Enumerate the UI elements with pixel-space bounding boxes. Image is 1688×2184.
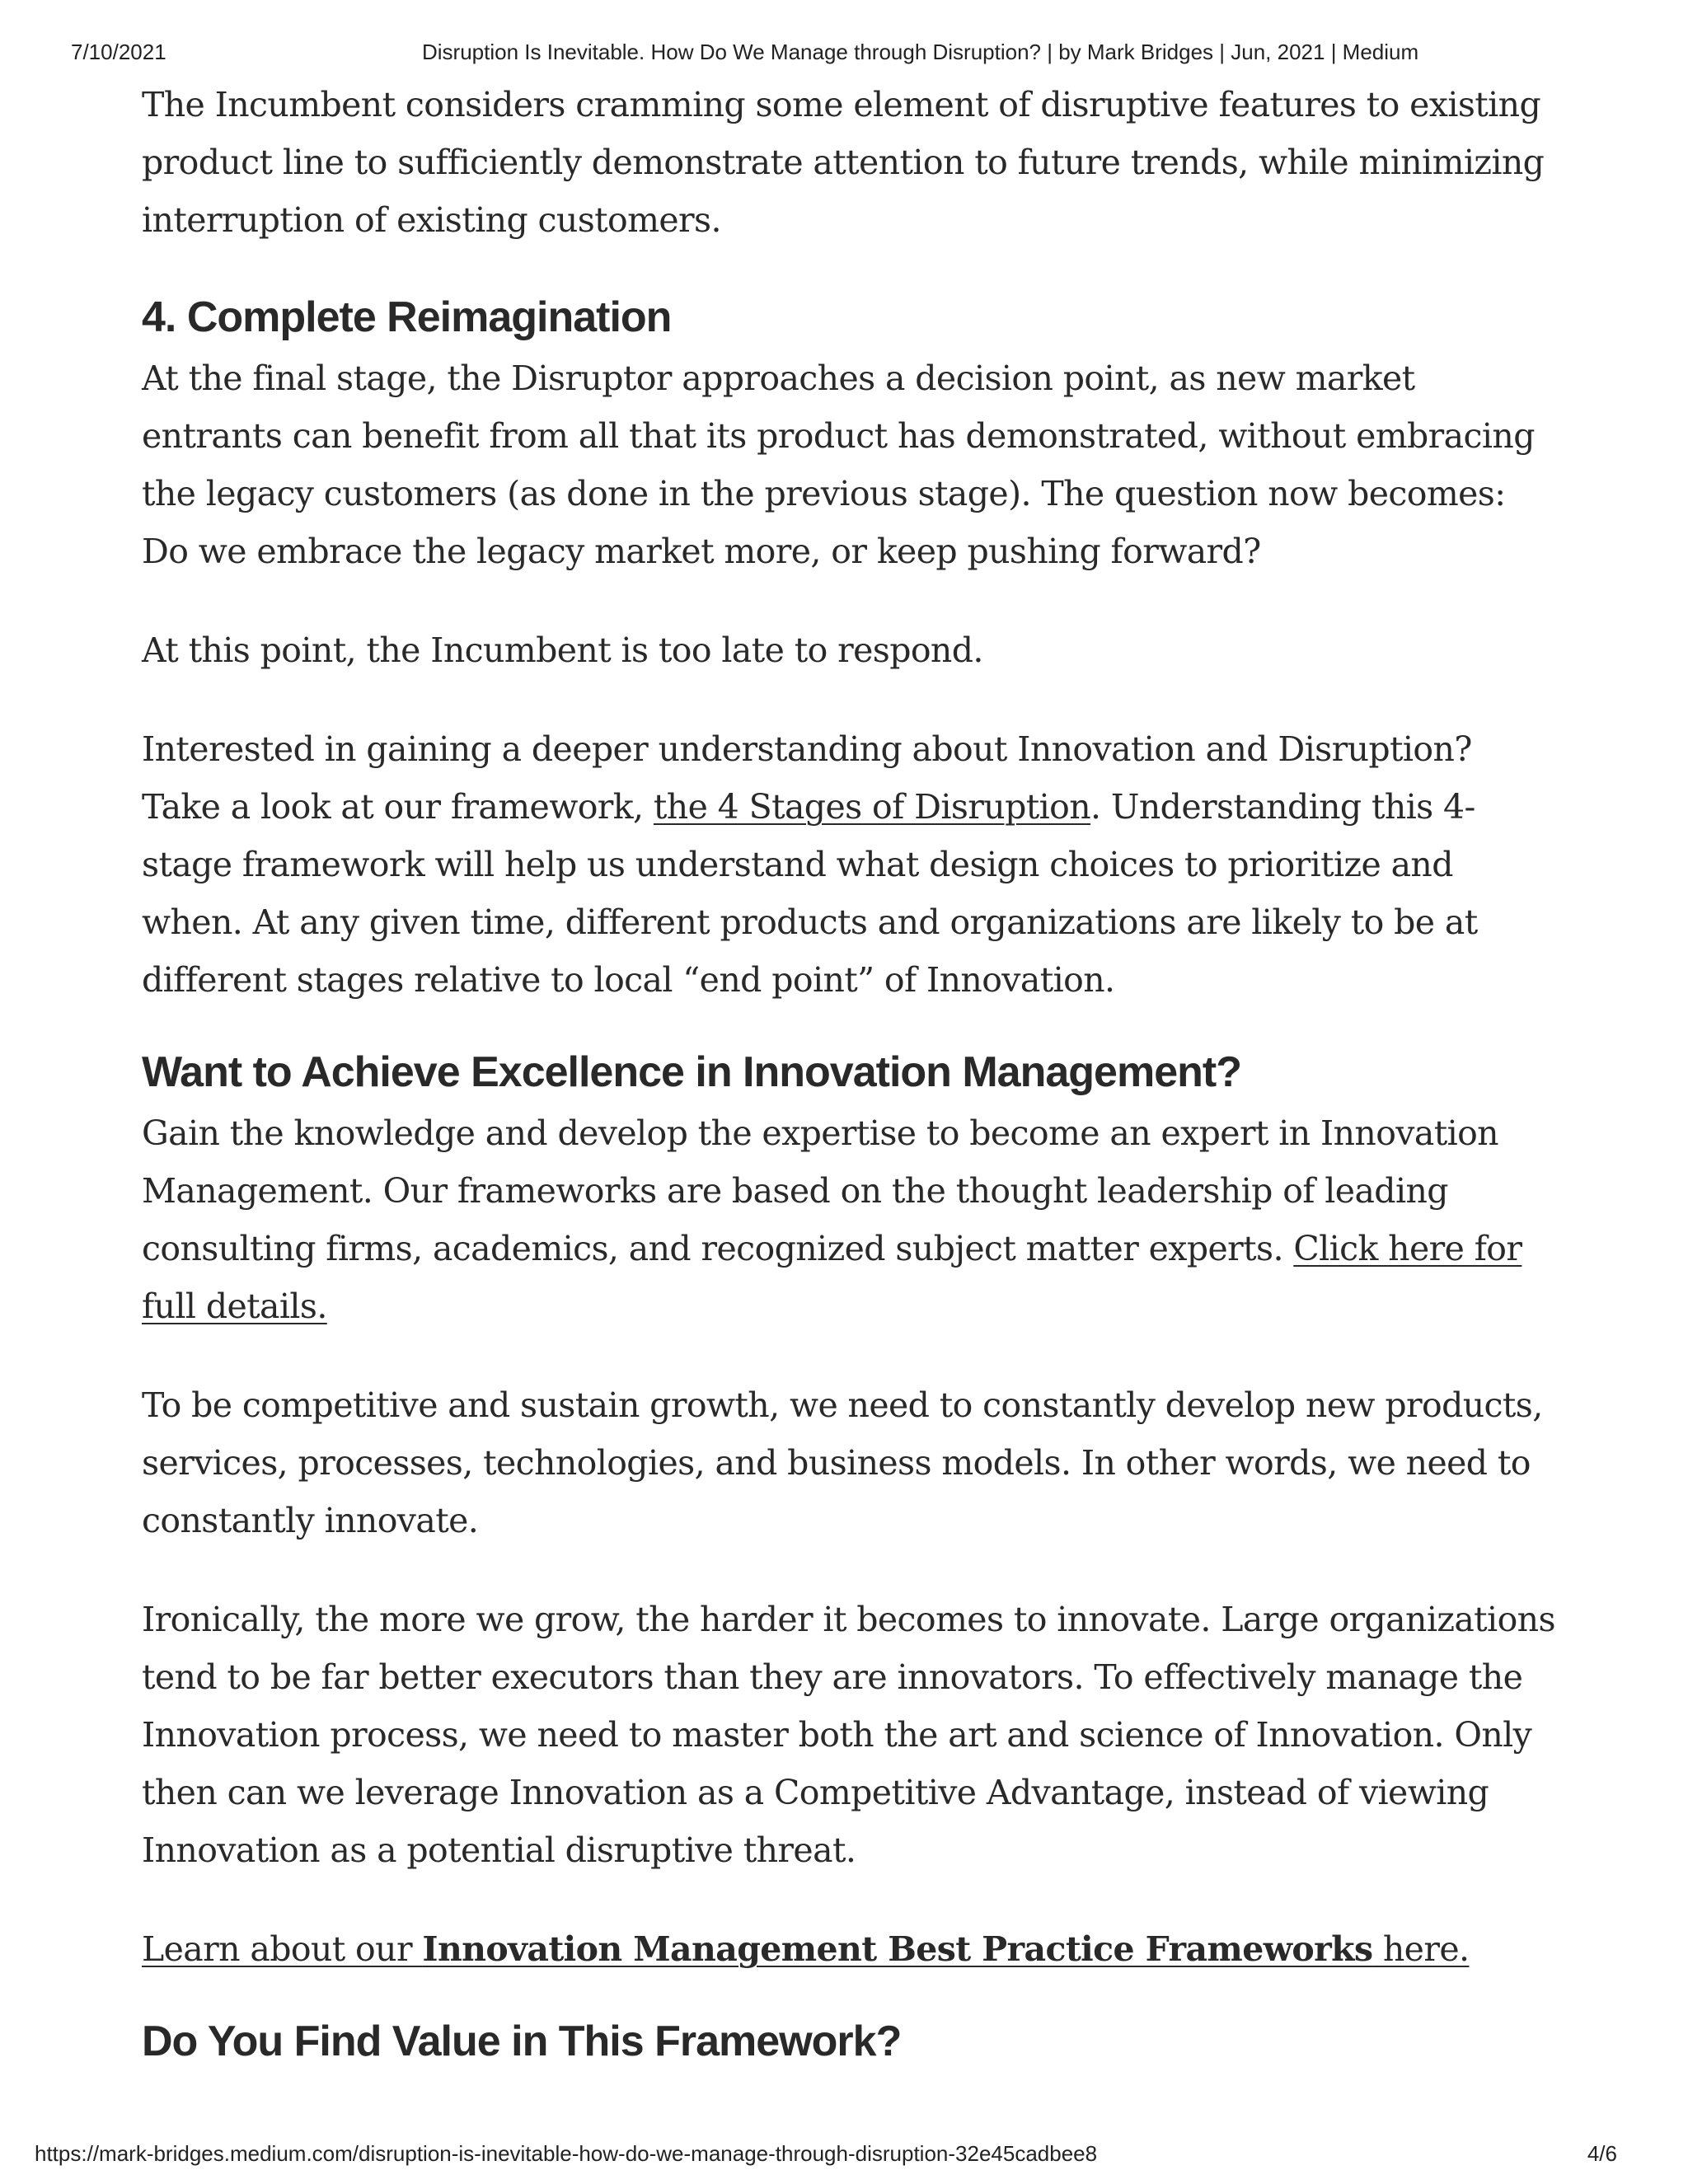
heading-achieve-excellence: Want to Achieve Excellence in Innovation Management? — [142, 1048, 1241, 1096]
paragraph-competitive: To be competitive and sustain growth, we need to constantly develop new products, services, processes, technologies, and business models. In other words, we need to constantly innovate. — [142, 1385, 1543, 1540]
print-date: 7/10/2021 — [71, 40, 166, 64]
print-url: https://mark-bridges.medium.com/disruption-is-inevitable-how-do-we-manage-through-disruption-32e45cadbee8 — [35, 2141, 1098, 2166]
page-number: 4/6 — [1587, 2141, 1617, 2166]
print-footer — [0, 2141, 1688, 2169]
link-4-stages-of-disruption[interactable]: the 4 Stages of Disruption — [653, 787, 1091, 827]
learn-text-bold: Innovation Management Best Practice Frameworks — [422, 1929, 1373, 1969]
learn-text-after: here. — [1372, 1929, 1470, 1969]
paragraph-gain-knowledge — [142, 1104, 1559, 1335]
learn-text-before: Learn about our — [142, 1929, 423, 1969]
heading-complete-reimagination: 4. Complete Reimagination — [142, 293, 672, 341]
heading-find-value: Do You Find Value in This Framework? — [142, 2018, 902, 2065]
interested-text-before: Interested in gaining a deeper understanding about Innovation and Disruption? Take a look at our framework, — [142, 729, 1472, 827]
paragraph-too-late: At this point, the Incumbent is too late to respond. — [142, 630, 983, 670]
paragraph-ironically: Ironically, the more we grow, the harder it becomes to innovate. Large organizations tend to be far better executors than they are innovators. To effectively manage the Innovation process, we need to master both the art and science of Innovation. Only then can we leverage Innovation as a Competitive Advantage, instead of viewing Innovation as a potential disruptive threat. — [142, 1600, 1555, 1870]
print-page-title: Disruption Is Inevitable. How Do We Manage through Disruption? | by Mark Bridges | Jun, 2021 | Medium — [422, 40, 1419, 64]
interested-text-after: . Understanding this 4-stage framework will help us understand what design choices to prioritize and when. At any given time, different products and organizations are likely to be at different stages relative to local “end point” of Innovation. — [142, 787, 1478, 1000]
article-body — [142, 76, 1559, 2074]
paragraph-interested — [142, 720, 1559, 1009]
paragraph-intro: The Incumbent considers cramming some element of disruptive features to existing product line to sufficiently demonstrate attention to future trends, while minimizing interruption of existing customers. — [142, 85, 1545, 240]
paragraph-learn-about — [142, 1920, 1559, 1978]
gain-text-before: Gain the knowledge and develop the expertise to become an expert in Innovation Management. Our frameworks are based on the thought leadership of leading consulting firms, academics, and recognized subject matter experts. — [142, 1113, 1498, 1268]
link-click-here-full-details[interactable]: Click here for full details. — [142, 1229, 1522, 1326]
print-header — [0, 40, 1688, 68]
link-learn-frameworks[interactable] — [142, 1929, 1469, 1969]
paragraph-stage-4: At the final stage, the Disruptor approaches a decision point, as new market entrants can benefit from all that its product has demonstrated, without embracing the legacy customers (as done in the previous stage). The question now becomes: Do we embrace the legacy market more, or keep pushing forward? — [142, 359, 1535, 571]
